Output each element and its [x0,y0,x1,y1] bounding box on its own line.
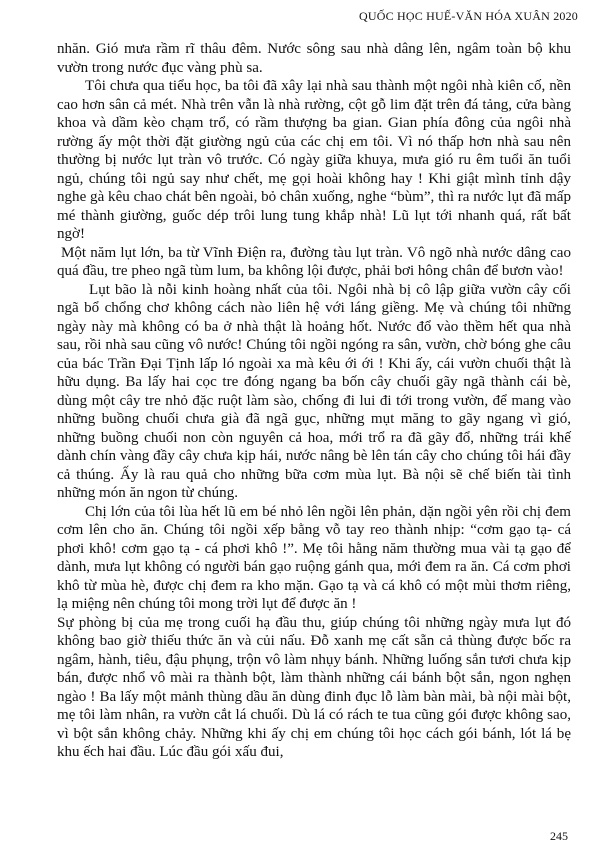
paragraph: Chị lớn của tôi lùa hết lũ em bé nhỏ lên ngồi lên phản, dặn ngồi yên rồi chị đem cơm lên cho ăn. Chúng tôi ngồi xếp bằng vỗ tay reo thành nhịp: “cơm gạo tạ- cá phơi khô! cơm gạo tạ - cá phơi khô !”. Mẹ tôi hằng năm thường mua vài tạ gạo để dành, mưa lụt không có người bán gạo ruộng gánh qua, mới đem ra ăn. Cá cơm phơi khô từ mùa hè, được chị đem ra kho mặn. Gạo tạ và cá khô có một mùi thơm riêng, lạ miệng nên chúng tôi mong trời lụt để được ăn ! [57,503,571,612]
paragraph: Một năm lụt lớn, ba từ Vĩnh Điện ra, đường tàu lụt tràn. Vô ngõ nhà nước dâng cao quá đầu, tre pheo ngã tùm lum, ba không lội được, phải bơi hông chân để bươn vào! [57,244,571,279]
body-text [57,40,571,762]
page-number: 245 [550,829,568,843]
paragraph: Lụt bão là nỗi kinh hoàng nhất của tôi. Ngôi nhà bị cô lập giữa vườn cây cối ngã bổ chổng chơ không cách nào liên hệ với láng giềng. Mẹ và chúng tôi những ngày này mà không có ba ở nhà thật là hoảng hốt. Nước đổ vào thềm hết qua nhà sau, rồi nhà sau cũng vô nước! Chúng tôi ngồi ngóng ra sân, vườn, chờ bóng ghe câu của bác Trần Đại Tịnh lấp ló ngoài xa mà kêu ới ới ! Khi ấy, cái vườn chuối thật là hữu dụng. Ba lấy hai cọc tre đóng ngang ba bốn cây chuối gãy ngã thành cái bè, dùng một cây tre nhỏ đặc ruột làm sào, chống đi lui đi tới trong vườn, để mang vào những buồng chuối chưa già đã ngã gục, những mụt măng to gãy ngang vì gió, những buồng chuối non còn nguyên cả hoa, mới trổ ra đã gãy đổ, những trái khế dành chín vàng đầy cây chưa kịp hái, nước nâng bè lên tán cây cho chúng tôi hái đầy cả thúng. Ấy là rau quả cho những bữa cơm mùa lụt. Bà nội sẽ chế biến tài tình những món ăn ngon từ chúng. [57,281,571,501]
paragraph: Tôi chưa qua tiểu học, ba tôi đã xây lại nhà sau thành một ngôi nhà kiên cố, nền cao hơn sân cả mét. Nhà trên vẫn là nhà rường, cột gỗ lim đặt trên đá tảng, cửa bàng khoa và dầm kèo chạm trổ, có rầm thượng ba gian. Gian phía đông của ngôi nhà rường ấy một thời đặt giường ngủ của các chị em tôi. Vì nó thấp hơn nhà sau nên thường bị nước lụt tràn vô trước. Có ngày giữa khuya, mưa gió ru êm tuổi ăn tuổi ngủ, chúng tôi ngủ say như chết, mẹ gọi hoài không hay ! Khi giật mình tỉnh dậy nghe gà kêu chao chát bên ngoài, bỏ chân xuống, nghe “bùm”, thì ra nước lụt đã mấp mé thành giường, guốc dép trôi lung tung khắp nhà! Lũ lụt tới nhanh quá, rất bất ngờ! [57,78,571,242]
running-header: QUỐC HỌC HUẾ-VĂN HÓA XUÂN 2020 [359,9,578,23]
paragraph: Sự phòng bị của mẹ trong cuối hạ đầu thu, giúp chúng tôi những ngày mưa lụt đó không bao giờ thiếu thức ăn và củi nấu. Đỗ xanh mẹ cất sẵn cả thùng được bốc ra ngâm, hành, tiêu, đậu phụng, trộn vô làm nhụy bánh. Những luống sắn tươi chưa kịp bán, được nhổ vô mài ra thành bột, làm thành những cái bánh bột sắn, ngon nghẹn ngào ! Ba lấy một mảnh thùng dầu ăn dùng đinh đục lỗ làm bàn mài, bà nội mài bột, mẹ tôi làm nhân, ra vườn cắt lá chuối. Dù lá có rách te tua cũng gói được không sao, vì bột sắn không chảy. Những khi ấy chị em chúng tôi học cách gói bánh, lót lá bẹ khu ếch hai đầu. Lúc đầu gói xấu đui, [57,614,571,760]
paragraph: nhăn. Gió mưa rầm rĩ thâu đêm. Nước sông sau nhà dâng lên, ngâm toàn bộ khu vườn trong nước đục vàng phù sa. [57,41,571,76]
